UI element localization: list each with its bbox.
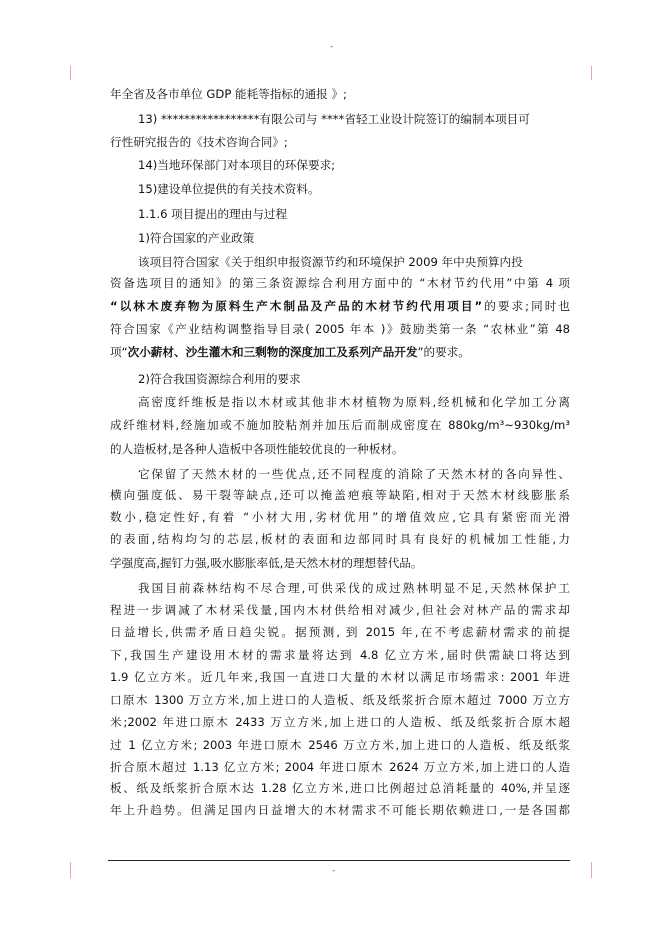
text-line xyxy=(138,111,570,127)
text-run: 板、纸及纸浆折合原木达 1.28 亿立方米,进口比例超过总消耗量的 40%,并呈逐 xyxy=(110,781,570,795)
margin-mark-bottom-right xyxy=(591,862,592,878)
footer-mark: - xyxy=(332,866,336,876)
text-line xyxy=(138,181,570,197)
text-line xyxy=(110,441,570,457)
text-run: 年上升趋势。但满足国内日益增大的木材需求不可能长期依赖进口,一是各国都 xyxy=(110,803,570,817)
bold-text: “以林木废弃物为原料生产木制品及产品的木材节约代用项目” xyxy=(110,299,483,313)
text-line xyxy=(138,580,570,596)
text-run: 符合国家《产业结构调整指导目录( 2005 年本 )》鼓励类第一条 “农林业”第 48 xyxy=(110,322,570,336)
text-run: 行性研究报告的《技术咨询合同》; xyxy=(110,135,288,149)
text-line xyxy=(138,394,570,410)
text-line xyxy=(110,624,570,640)
text-run: 1)符合国家的产业政策 xyxy=(138,231,255,245)
margin-mark-top-right xyxy=(591,66,592,80)
text-run: 14)当地环保部门对本项目的环保要求; xyxy=(138,158,336,172)
footer-rule xyxy=(108,860,570,861)
text-run: 的表面,结构均匀的芯层,板材的表面和边部同时具有良好的机械加工性能,力 xyxy=(110,532,570,546)
text-run: 高密度纤维板是指以木材或其他非木材植物为原料,经机械和化学加工分离 xyxy=(138,395,570,409)
text-line xyxy=(138,230,570,246)
text-line xyxy=(110,647,570,663)
text-run: ”的要求。 xyxy=(417,345,470,359)
text-run: 数小,稳定性好,有着 “小材大用,劣材优用”的增值效应,它具有紧密而光滑 xyxy=(110,510,570,524)
text-line xyxy=(110,275,570,291)
text-line xyxy=(110,321,570,337)
text-line xyxy=(110,737,570,753)
text-line xyxy=(110,692,570,708)
text-run: 米;2002 年进口原木 2433 万立方米,加上进口的人造板、纸及纸浆折合原木超 xyxy=(110,715,570,729)
text-run: 日益增长,供需矛盾日趋尖锐。据预测, 到 2015 年,在不考虑薪材需求的前提 xyxy=(110,625,570,639)
text-run: 口原木 1300 万立方米,加上进口的人造板、纸及纸浆折合原木超过 7000 万立方 xyxy=(110,693,570,707)
text-line xyxy=(110,669,570,685)
text-run: 它保留了天然木材的一些优点,还不同程度的消除了天然木材的各向异性、 xyxy=(138,467,570,481)
text-line xyxy=(110,134,570,150)
text-run: 的人造板材,是各种人造板中各项性能较优良的一种板材。 xyxy=(110,442,404,456)
text-line xyxy=(110,555,570,571)
text-run: 项“ xyxy=(110,345,128,359)
bold-text: 次小薪材、沙生灌木和三剩物的深度加工及系列产品开发 xyxy=(127,345,418,359)
text-line xyxy=(110,602,570,618)
text-run: 年全省及各市单位 GDP 能耗等指标的通报 》; xyxy=(110,87,347,101)
text-run: 该项目符合国家《关于组织申报资源节约和环境保护 2009 年中央预算内投 xyxy=(138,255,523,269)
text-run: 横向强度低、易干裂等缺点,还可以掩盖疤痕等缺陷,相对于天然木材线膨胀系 xyxy=(110,488,570,502)
text-line xyxy=(138,206,570,222)
text-line xyxy=(138,157,570,173)
header-mark: - xyxy=(330,42,334,52)
text-run: 1.9 亿立方米。近几年来,我国一直进口大量的木材以满足市场需求: 2001 年进 xyxy=(110,670,570,684)
text-line xyxy=(110,344,570,360)
text-run: 15)建设单位提供的有关技术资料。 xyxy=(138,182,320,196)
text-run: 成纤维材料,经施加或不施加胶粘剂并加压后而制成密度在 880kg/m³~930kg/m³ xyxy=(110,418,570,432)
text-line xyxy=(138,371,570,387)
text-line xyxy=(110,86,570,102)
text-line xyxy=(110,759,570,775)
text-line xyxy=(110,802,570,818)
text-line xyxy=(110,509,570,525)
text-run: 程进一步调减了木材采伐量,国内木材供给相对减少,但社会对林产品的需求却 xyxy=(110,603,570,617)
text-run: 1.1.6 项目提出的理由与过程 xyxy=(138,207,288,221)
text-run: 我国目前森林结构不尽合理,可供采伐的成过熟林明显不足,天然林保护工 xyxy=(138,581,570,595)
text-line xyxy=(138,254,570,270)
text-line xyxy=(110,417,570,433)
text-run: 2)符合我国资源综合利用的要求 xyxy=(138,372,301,386)
text-line xyxy=(110,298,570,314)
margin-mark-bottom-left xyxy=(70,862,71,878)
text-run: 学强度高,握钉力强,吸水膨胀率低,是天然木材的理想替代品。 xyxy=(110,556,423,570)
text-line xyxy=(138,466,570,482)
text-line xyxy=(110,531,570,547)
margin-mark-top-left xyxy=(70,66,71,80)
text-line xyxy=(110,714,570,730)
text-run: 下,我国生产建设用木材的需求量将达到 4.8 亿立方米,届时供需缺口将达到 xyxy=(110,648,570,662)
text-line xyxy=(110,780,570,796)
text-run: 13) *****************有限公司与 ****省轻工业设计院签订的编制本项目可 xyxy=(138,112,530,126)
text-run: 资备选项目的通知》的第三条资源综合利用方面中的 “木材节约代用”中第 4 项 xyxy=(110,276,570,290)
text-run: 折合原木超过 1.13 亿立方米; 2004 年进口原木 2624 万立方米,加上进口的人造 xyxy=(110,760,570,774)
text-run: 过 1 亿立方米; 2003 年进口原木 2546 万立方米,加上进口的人造板、纸及纸浆 xyxy=(110,738,570,752)
text-run: 的要求;同时也 xyxy=(482,299,570,313)
text-line xyxy=(110,487,570,503)
